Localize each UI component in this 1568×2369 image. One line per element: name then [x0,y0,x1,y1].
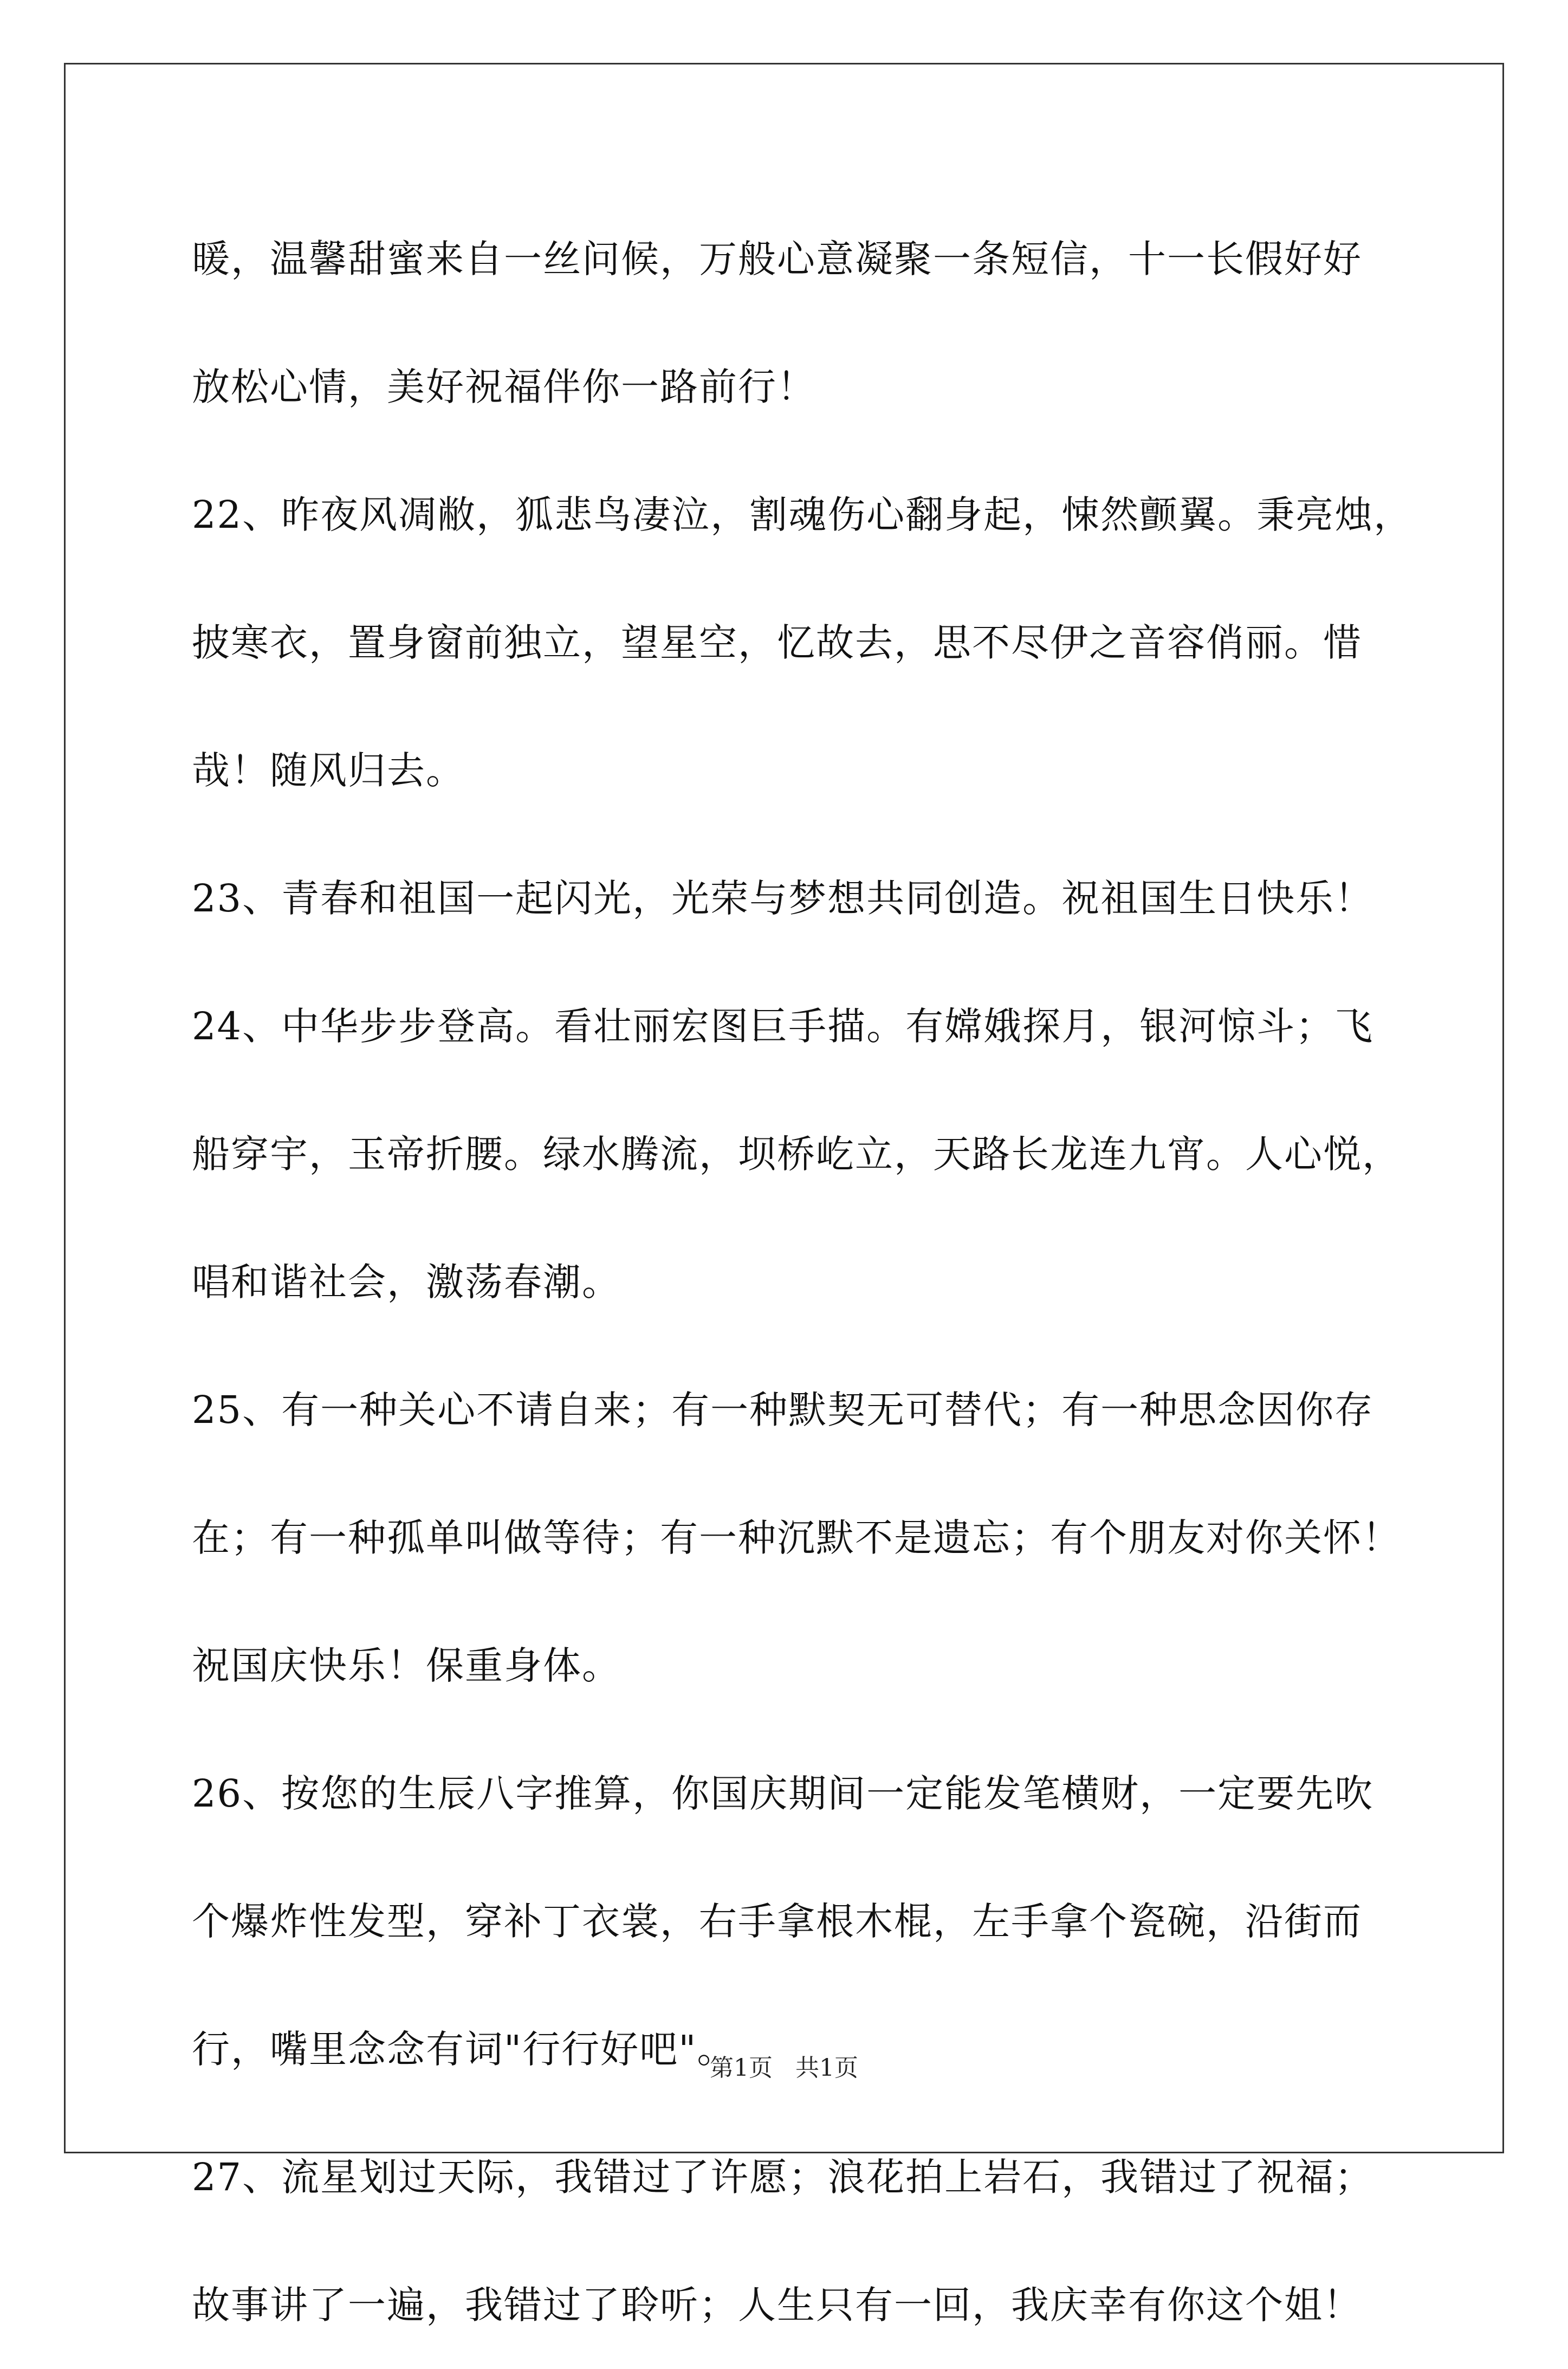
text-line-9: 唱和谐社会，激荡春潮。 [192,1260,621,1304]
text-line-5: 哉！随风归去。 [192,748,465,793]
text-line-10: 25、有一种关心不请自来；有一种默契无可替代；有一种思念因你存 [192,1388,1374,1432]
text-line-1: 暖，温馨甜蜜来自一丝问候，万般心意凝聚一条短信，十一长假好好 [192,237,1362,281]
page-footer [0,2048,1568,2083]
text-line-13: 26、按您的生辰八字推算，你国庆期间一定能发笔横财，一定要先吹 [192,1771,1374,1816]
document-body [192,195,1413,2369]
text-line-8: 船穿宇，玉帝折腰。绿水腾流，坝桥屹立，天路长龙连九宵。人心悦， [192,1132,1401,1176]
text-line-17: 故事讲了一遍，我错过了聆听；人生只有一回，我庆幸有你这个姐！ [192,2283,1362,2327]
text-line-14: 个爆炸性发型，穿补丁衣裳，右手拿根木棍，左手拿个瓷碗，沿街而 [192,1899,1362,1944]
text-line-12: 祝国庆快乐！保重身体。 [192,1643,621,1688]
page-number-total: 共1页 [795,2054,858,2082]
text-line-2: 放松心情，美好祝福伴你一路前行！ [192,365,816,409]
text-line-3: 22、昨夜风凋敝，狐悲鸟凄泣，割魂伤心翻身起，悚然颤翼。秉亮烛， [192,493,1413,537]
text-line-15: 行，嘴里念念有词"行行好吧"。 [192,2027,736,2072]
text-line-16: 27、流星划过天际，我错过了许愿；浪花拍上岩石，我错过了祝福； [192,2155,1374,2199]
text-line-11: 在；有一种孤单叫做等待；有一种沉默不是遗忘；有个朋友对你关怀！ [192,1516,1401,1560]
text-line-7: 24、中华步步登高。看壮丽宏图巨手描。有嫦娥探月，银河惊斗；飞 [192,1004,1374,1048]
text-line-4: 披寒衣，置身窗前独立，望星空，忆故去，思不尽伊之音容俏丽。惜 [192,620,1362,665]
text-line-6: 23、青春和祖国一起闪光，光荣与梦想共同创造。祝祖国生日快乐！ [192,876,1374,921]
page-number-current: 第1页 [710,2054,773,2082]
